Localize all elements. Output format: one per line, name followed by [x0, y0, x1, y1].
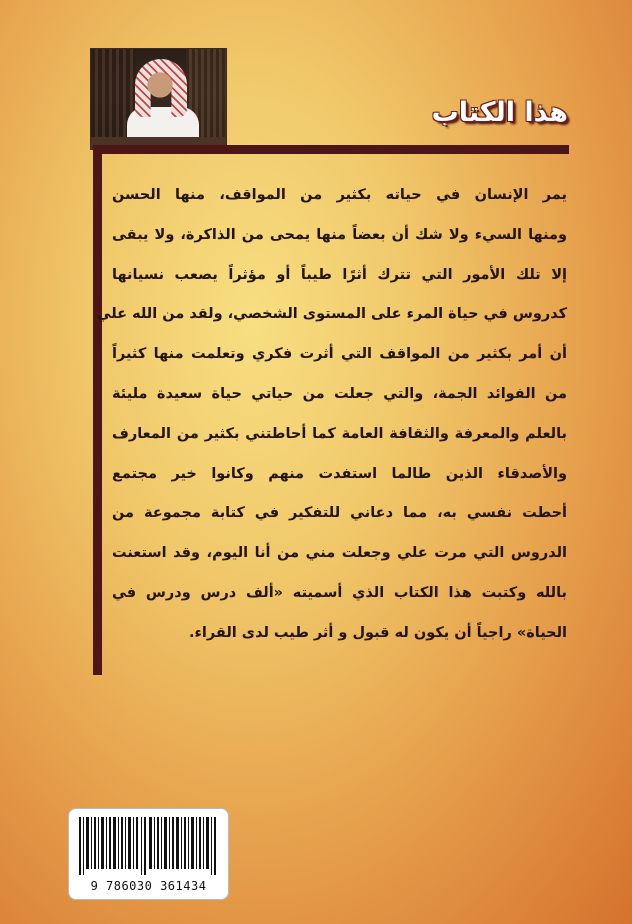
- section-title: هذا الكتاب: [431, 97, 568, 128]
- author-photo: [90, 48, 227, 150]
- text-line: إلا تلك الأمور التي تترك أثرًا طيباً أو مؤثراً يصعب نسيانها: [112, 266, 567, 283]
- barcode-digits: 9 786030 361434: [90, 879, 207, 893]
- text-line: أحطت نفسي به، مما دعاني للتفكير في كتابة مجموعة من: [112, 505, 567, 522]
- book-description: [96, 176, 567, 654]
- text-line: والأصدقاء الذين طالما استفدت منهم وكانوا خير مجتمع: [112, 465, 567, 482]
- text-line: بالعلم والمعرفة والثقافة العامة كما أحاطتني بكثير من المعارف: [112, 425, 567, 442]
- text-line: من الفوائد الجمة، والتي جعلت من حياتي حياة سعيدة مليئة: [112, 385, 567, 402]
- text-line: الحياة» راجياً أن يكون له قبول و أثر طيب لدى القراء.: [188, 624, 567, 641]
- frame-bar-top: [93, 145, 569, 154]
- text-line: ومنها السيء ولا شك أن بعضاً منها يمحى من الذاكرة، ولا يبقى: [112, 226, 567, 243]
- barcode-bars-icon: [79, 817, 218, 875]
- text-line: يمر الإنسان في حياته بكثير من المواقف، منها الحسن: [112, 187, 567, 203]
- text-line: كدروس في حياة المرء على المستوى الشخصي، ولقد من الله علي: [96, 306, 567, 323]
- text-line: الدروس التي مرت علي وجعلت مني من أنا اليوم، وقد استعنت: [112, 545, 567, 562]
- barcode: [68, 808, 229, 900]
- frame-bar-left: [93, 145, 102, 675]
- text-line: أن أمر بكثير من المواقف التي أثرت فكري وتعلمت منها كثيراً: [112, 346, 567, 363]
- text-line: بالله وكتبت هذا الكتاب الذي أسميته «ألف درس ودرس في: [112, 584, 567, 601]
